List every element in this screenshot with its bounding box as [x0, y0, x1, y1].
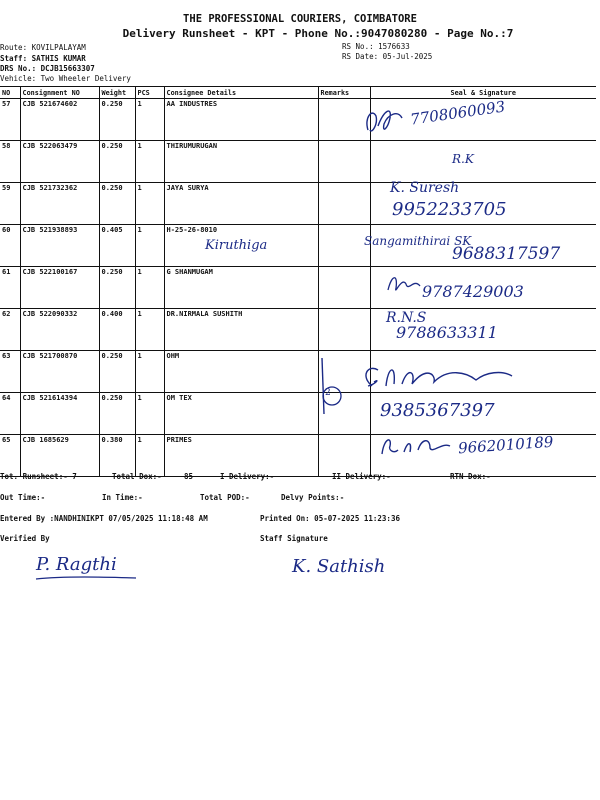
row-no: 57: [0, 99, 20, 141]
row-signature: [370, 141, 596, 183]
rs-number: RS No.: 1576633: [342, 42, 410, 51]
row-consignee: OM TEX: [164, 393, 318, 435]
row-remarks: [318, 309, 370, 351]
printed-on: Printed On: 05-07-2025 11:23:36: [260, 514, 400, 523]
company-title: THE PROFESSIONAL COURIERS, COIMBATORE: [183, 13, 417, 25]
row-weight: 0.250: [99, 183, 135, 225]
verified-by-signature: P. Ragthi: [36, 554, 117, 575]
row-no: 58: [0, 141, 20, 183]
row-no: 63: [0, 351, 20, 393]
handwritten-phone-61: 9787429003: [422, 282, 524, 301]
row-no: 60: [0, 225, 20, 267]
staff-signature-label: Staff Signature: [260, 534, 328, 543]
total-dox-value: 85: [184, 472, 194, 481]
row-no: 65: [0, 435, 20, 477]
row-consignment: CJB 522063479: [20, 141, 99, 183]
row-consignee: OHM: [164, 351, 318, 393]
row-consignment: CJB 521614394: [20, 393, 99, 435]
i-delivery: I Delivery:-: [220, 472, 275, 481]
out-time: Out Time:-: [0, 493, 46, 502]
row-consignment: CJB 521938893: [20, 225, 99, 267]
row-consignee: JAYA SURYA: [164, 183, 318, 225]
route: Route: KOVILPALAYAM: [0, 43, 86, 52]
in-time: In Time:-: [102, 493, 143, 502]
col-pcs: PCS: [135, 87, 164, 99]
row-weight: 0.250: [99, 393, 135, 435]
row-consignment: CJB 521732362: [20, 183, 99, 225]
runsheet-subtitle: Delivery Runsheet - KPT - Phone No.:9047080280 - Page No.:7: [122, 27, 514, 40]
col-signature: Seal & Signature: [370, 87, 596, 99]
row-remarks: [318, 141, 370, 183]
row-consignee: AA INDUSTRES: [164, 99, 318, 141]
row-consignee: G SHANMUGAM: [164, 267, 318, 309]
rs-date: RS Date: 05-Jul-2025: [342, 52, 433, 61]
row-consignment: CJB 522090332: [20, 309, 99, 351]
signature-scribble-65: [378, 432, 454, 458]
handwritten-name-60: Sangamithirai SK: [364, 234, 472, 248]
handwritten-name-62: R.N.S: [386, 310, 427, 326]
entered-by: Entered By :NANDHINIKPT 07/05/2025 11:18:48 AM: [0, 514, 208, 523]
row-consignee: H-25-26-8010: [164, 225, 318, 267]
table-row: [0, 309, 596, 351]
handwritten-phone-65: 9662010189: [457, 432, 554, 458]
col-consignee: Consignee Details: [164, 87, 318, 99]
row-pcs: 1: [135, 267, 164, 309]
row-pcs: 1: [135, 183, 164, 225]
row-weight: 0.250: [99, 267, 135, 309]
handwritten-consignee-60: Kiruthiga: [205, 238, 268, 253]
table-row: [0, 99, 596, 141]
tot-runsheet: Tot. Runsheet:- 7: [0, 472, 77, 481]
handwritten-initials-58: R.K: [452, 152, 474, 166]
row-consignee: DR.NIRMALA SUSHITH: [164, 309, 318, 351]
row-consignment: CJB 1685629: [20, 435, 99, 477]
row-consignee: PRIMES: [164, 435, 318, 477]
circled-mark-63: 2: [325, 388, 331, 398]
delvy-points: Delvy Points:-: [281, 493, 345, 502]
handwritten-phone-64: 9385367397: [380, 400, 495, 421]
row-remarks: [318, 267, 370, 309]
handwritten-phone-60: 9688317597: [452, 244, 561, 264]
row-weight: 0.250: [99, 99, 135, 141]
row-pcs: 1: [135, 393, 164, 435]
handwritten-phone-59: 9952233705: [392, 199, 507, 220]
row-pcs: 1: [135, 141, 164, 183]
row-no: 59: [0, 183, 20, 225]
row-weight: 0.405: [99, 225, 135, 267]
table-header-row: [0, 87, 596, 99]
row-weight: 0.380: [99, 435, 135, 477]
row-remarks: [318, 183, 370, 225]
row-pcs: 1: [135, 435, 164, 477]
row-weight: 0.250: [99, 141, 135, 183]
row-pcs: 1: [135, 225, 164, 267]
row-weight: 0.250: [99, 351, 135, 393]
signature-scribble-57: [362, 100, 410, 140]
row-consignment: CJB 521674602: [20, 99, 99, 141]
total-dox-label: Total Dox:-: [112, 472, 162, 481]
handwritten-phone-57: 7708060093: [409, 97, 507, 129]
ii-delivery: II Delivery:-: [332, 472, 391, 481]
col-consignment: Consignment NO: [20, 87, 99, 99]
row-consignee: THIRUMURUGAN: [164, 141, 318, 183]
row-consignment: CJB 521700870: [20, 351, 99, 393]
verified-by-label: Verified By: [0, 534, 50, 543]
drs-number: DRS No.: DCJB15663307: [0, 64, 95, 73]
staff: Staff: SATHIS KUMAR: [0, 54, 86, 63]
row-no: 61: [0, 267, 20, 309]
col-remarks: Remarks: [318, 87, 370, 99]
row-consignment: CJB 522100167: [20, 267, 99, 309]
table-row: [0, 141, 596, 183]
row-no: 64: [0, 393, 20, 435]
row-remarks: [318, 225, 370, 267]
col-no: NO: [0, 87, 20, 99]
handwritten-phone-62: 9788633311: [396, 323, 498, 342]
vehicle: Vehicle: Two Wheeler Delivery: [0, 74, 131, 83]
rtn-dox: RTN Dox:-: [450, 472, 491, 481]
row-remarks: [318, 435, 370, 477]
row-weight: 0.400: [99, 309, 135, 351]
table-row: [0, 183, 596, 225]
signature-scribble-61: [384, 270, 424, 298]
handwritten-name-59: K. Suresh: [390, 180, 460, 196]
signature-underline: [34, 574, 138, 582]
row-no: 62: [0, 309, 20, 351]
row-pcs: 1: [135, 99, 164, 141]
col-weight: Weight: [99, 87, 135, 99]
row-pcs: 1: [135, 309, 164, 351]
staff-signature: K. Sathish: [292, 556, 386, 577]
row-pcs: 1: [135, 351, 164, 393]
total-pod: Total POD:-: [200, 493, 250, 502]
